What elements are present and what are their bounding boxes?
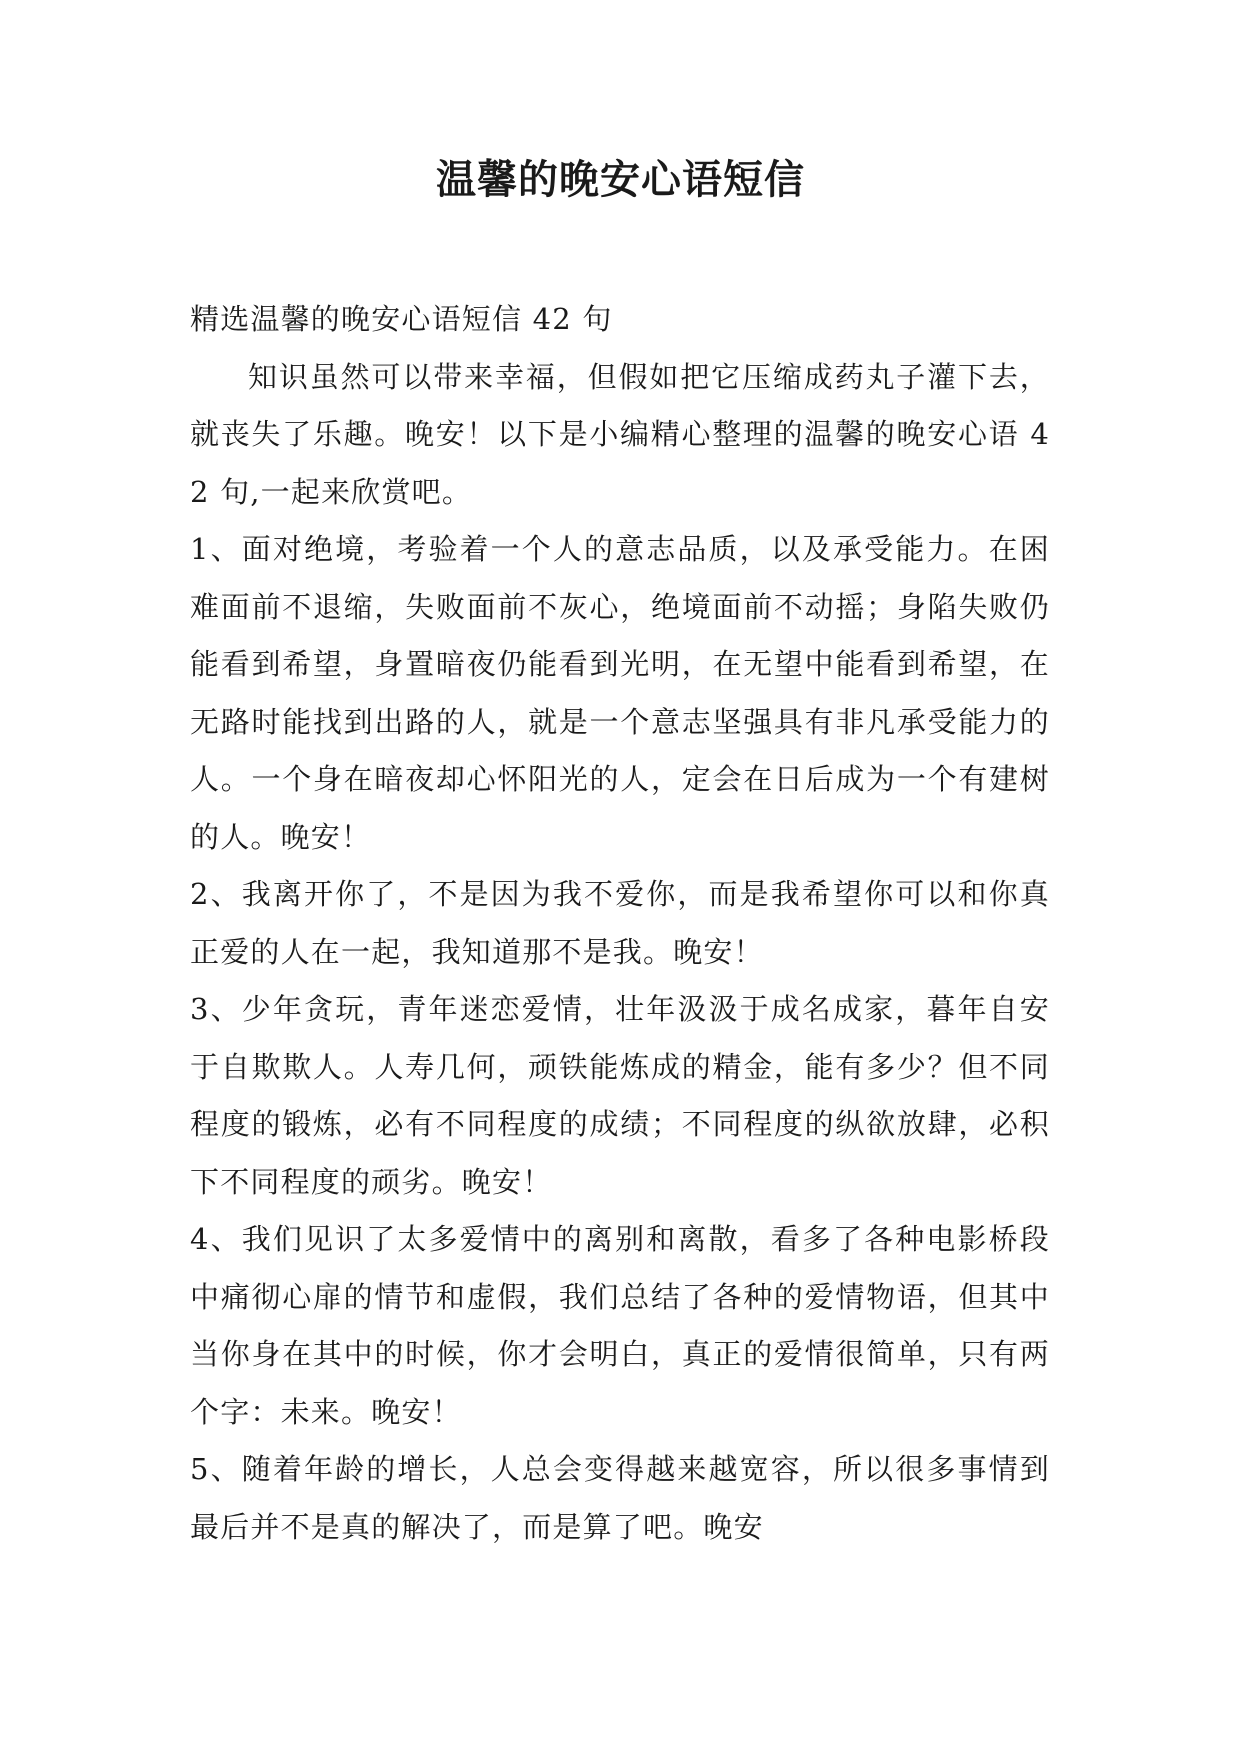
document-title: 温馨的晚安心语短信 (436, 156, 805, 203)
quote-item-4: 4、我们见识了太多爱情中的离别和离散，看多了各种电影桥段中痛彻心扉的情节和虚假，我们总结了各种的爱情物语，但其中当你身在其中的时候，你才会明白，真正的爱情很简单，只有两个字：未来。晚安！ (190, 1222, 1050, 1429)
document-subtitle: 精选温馨的晚安心语短信 42 句 (190, 302, 613, 336)
document-body (190, 291, 1050, 1556)
quote-item-3: 3、少年贪玩，青年迷恋爱情，壮年汲汲于成名成家，暮年自安于自欺欺人。人寿几何，顽铁能炼成的精金，能有多少？但不同程度的锻炼，必有不同程度的成绩；不同程度的纵欲放肆，必积下不同程度的顽劣。晚安！ (190, 992, 1050, 1199)
quote-item-2: 2、我离开你了，不是因为我不爱你，而是我希望你可以和你真正爱的人在一起，我知道那不是我。晚安！ (190, 877, 1050, 969)
intro-paragraph: 知识虽然可以带来幸福，但假如把它压缩成药丸子灌下去，就丧失了乐趣。晚安！以下是小编精心整理的温馨的晚安心语 42 句,一起来欣赏吧。 (190, 359, 1050, 509)
quote-item-1: 1、面对绝境，考验着一个人的意志品质，以及承受能力。在困难面前不退缩，失败面前不灰心，绝境面前不动摇；身陷失败仍能看到希望，身置暗夜仍能看到光明，在无望中能看到希望，在无路时能找到出路的人，就是一个意志坚强具有非凡承受能力的人。一个身在暗夜却心怀阳光的人，定会在日后成为一个有建树的人。晚安！ (190, 532, 1050, 854)
quote-item-5: 5、随着年龄的增长，人总会变得越来越宽容，所以很多事情到最后并不是真的解决了，而是算了吧。晚安 (190, 1452, 1050, 1544)
